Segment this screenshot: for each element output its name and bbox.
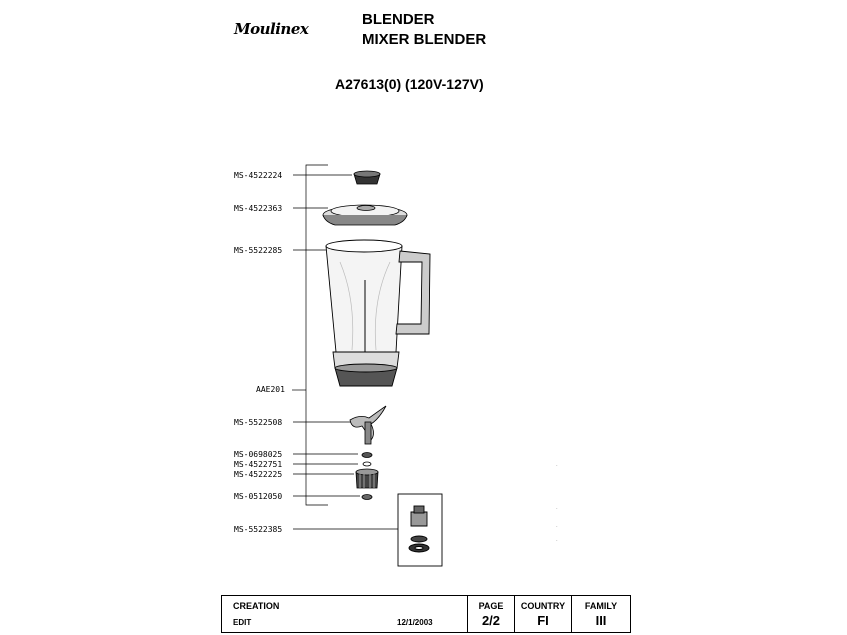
- country-label: COUNTRY: [520, 601, 566, 611]
- coupler-kit-part: [398, 494, 442, 566]
- jug-part: [326, 240, 430, 386]
- part-label-nut: MS-4522225: [234, 470, 283, 479]
- edit-date: 12/1/2003: [397, 618, 433, 627]
- scan-dot: .: [556, 523, 558, 529]
- part-label-lid-cap: MS-4522224: [234, 171, 283, 180]
- blade-part: [350, 406, 386, 444]
- part-label-blade: MS-5522508: [234, 418, 283, 427]
- nut-part: [356, 469, 378, 488]
- part-label-ring: MS-4522751: [234, 460, 283, 469]
- seal-part: [362, 495, 372, 500]
- part-label-lid: MS-4522363: [234, 204, 283, 213]
- family-cell: [571, 596, 630, 632]
- document-subtitle: MIXER BLENDER: [362, 31, 487, 48]
- page-cell: [467, 596, 514, 632]
- family-value: III: [595, 613, 607, 628]
- lid-cap-part: [354, 171, 380, 184]
- ring-part: [363, 462, 371, 466]
- edit-label: EDIT: [233, 618, 252, 627]
- document-title: BLENDER: [362, 11, 435, 28]
- part-label-coupler-kit: MS-5522385: [234, 525, 283, 534]
- scan-dot: .: [556, 505, 558, 511]
- country-cell: [514, 596, 571, 632]
- lid-part: [323, 205, 407, 225]
- moulinex-logo: Moulinex: [234, 20, 309, 38]
- family-label: FAMILY: [584, 601, 618, 611]
- creation-label: CREATION: [233, 601, 280, 611]
- scan-dot: .: [556, 537, 558, 543]
- scan-dot: .: [556, 462, 558, 468]
- page-label: PAGE: [478, 601, 504, 611]
- part-label-jug: MS-5522285: [234, 246, 283, 255]
- washer-part: [362, 453, 372, 458]
- page-value: 2/2: [481, 613, 501, 628]
- model-number: A27613(0) (120V-127V): [335, 76, 484, 92]
- country-value: FI: [537, 613, 549, 628]
- part-label-washer: MS-0698025: [234, 450, 283, 459]
- part-label-assembly: AAE201: [256, 385, 285, 394]
- title-block: [221, 595, 631, 633]
- part-label-seal: MS-0512050: [234, 492, 283, 501]
